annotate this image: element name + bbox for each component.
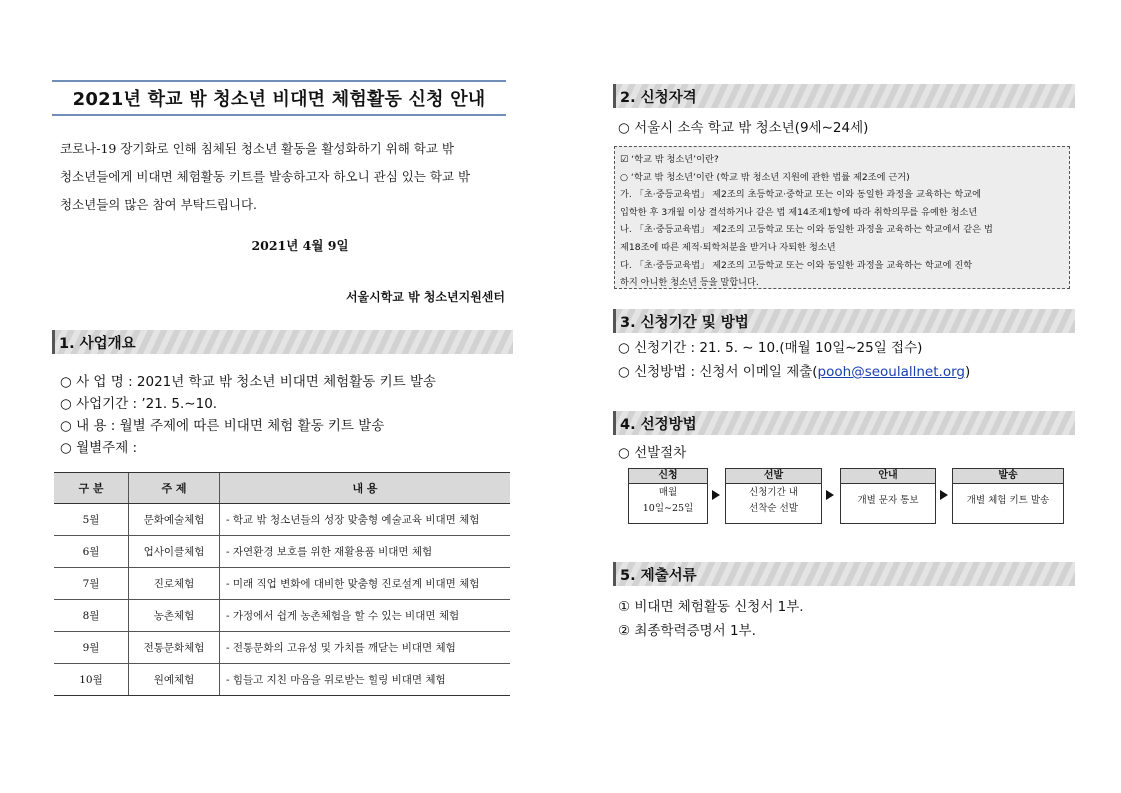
arrow-right-icon xyxy=(940,490,948,500)
cell-month: 7월 xyxy=(54,568,129,600)
application-period: ○ 신청기간 : 21. 5. ∼ 10.(매월 10일∼25일 접수) xyxy=(618,340,923,356)
table-row xyxy=(54,536,510,568)
section-2-header xyxy=(613,84,1075,108)
step-title: 신청 xyxy=(629,469,707,484)
definition-box xyxy=(614,146,1070,289)
step-body-line: 매월 xyxy=(658,487,678,498)
intro-paragraph xyxy=(60,135,510,219)
cell-content: - 가정에서 쉽게 농촌체험을 할 수 있는 비대면 체험 xyxy=(220,600,511,632)
cell-month: 9월 xyxy=(54,632,129,664)
intro-line: 청소년들에게 비대면 체험활동 키트를 발송하고자 하오니 관심 있는 학교 밖 xyxy=(60,169,471,184)
cell-topic: 전통문화체험 xyxy=(129,632,220,664)
section-2-title: 2. 신청자격 xyxy=(620,89,697,106)
section-1-title: 1. 사업개요 xyxy=(59,335,136,352)
section-5-title: 5. 제출서류 xyxy=(620,567,697,584)
step-body-line: 신청기간 내 xyxy=(749,487,798,498)
cell-topic: 진로체험 xyxy=(129,568,220,600)
definition-line: 하지 아니한 청소년 등을 말합니다. xyxy=(620,277,759,289)
flow-step-select xyxy=(725,468,822,524)
definition-line: 다. 「초·중등교육법」 제2조의 고등학교 또는 이와 동일한 과정을 교육하는 학교에 진학 xyxy=(620,259,973,271)
monthly-topic-table xyxy=(54,472,510,696)
col-header-topic: 주 제 xyxy=(129,473,220,504)
project-period: ○ 사업기간 : ’21. 5.∼10. xyxy=(60,396,218,412)
section-3-title: 3. 신청기간 및 방법 xyxy=(620,314,749,331)
definition-line: 가. 「초·중등교육법」 제2조의 초등학교·중학교 또는 이와 동일한 과정을 교육하는 학교에 xyxy=(620,189,982,201)
arrow-right-icon xyxy=(826,490,834,500)
cell-content: - 학교 밖 청소년들의 성장 맞춤형 예술교육 비대면 체험 xyxy=(220,504,511,536)
table-row xyxy=(54,632,510,664)
cell-content: - 전통문화의 고유성 및 가치를 깨닫는 비대면 체험 xyxy=(220,632,511,664)
document-title xyxy=(52,80,506,116)
intro-line: 코로나-19 장기화로 인해 침체된 청소년 활동을 활성화하기 위해 학교 밖 xyxy=(60,141,454,156)
table-header-row xyxy=(54,473,510,504)
definition-heading: ☑ ‘학교 밖 청소년’이란? xyxy=(620,154,719,165)
definition-line: 나. 「초·중등교육법」 제2조의 고등학교 또는 이와 동일한 과정을 교육하는 학교에서 같은 법 xyxy=(620,224,993,236)
col-header-content: 내 용 xyxy=(220,473,511,504)
cell-topic: 원예체험 xyxy=(129,664,220,696)
definition-line: 입학한 후 3개월 이상 결석하거나 같은 법 제14조제1항에 따라 취학의무를 유예한 청소년 xyxy=(620,206,978,218)
cell-content: - 힘들고 지친 마음을 위로받는 힐링 비대면 체험 xyxy=(220,664,511,696)
eligibility-item: ○ 서울시 소속 학교 밖 청소년(9세∼24세) xyxy=(618,120,869,136)
section-1-items xyxy=(60,371,436,459)
document-item: ① 비대면 체험활동 신청서 1부. xyxy=(618,599,804,615)
section-3-header xyxy=(613,309,1075,333)
email-link[interactable]: pooh@seoulallnet.org xyxy=(817,364,965,380)
cell-topic: 농촌체험 xyxy=(129,600,220,632)
application-method xyxy=(618,361,970,383)
organization-name: 서울시학교 밖 청소년지원센터 xyxy=(345,290,505,304)
method-suffix: ) xyxy=(964,364,971,380)
flow-step-apply xyxy=(628,468,708,524)
cell-month: 10월 xyxy=(54,664,129,696)
title-text: 2021년 학교 밖 청소년 비대면 체험활동 신청 안내 xyxy=(72,89,486,110)
document-item: ② 최종학력증명서 1부. xyxy=(618,623,756,639)
flow-step-ship xyxy=(952,468,1064,524)
table-row xyxy=(54,600,510,632)
table-row xyxy=(54,504,510,536)
cell-content: - 자연환경 보호를 위한 재활용품 비대면 체험 xyxy=(220,536,511,568)
project-name: ○ 사 업 명 : 2021년 학교 밖 청소년 비대면 체험활동 키트 발송 xyxy=(60,374,437,390)
table-row xyxy=(54,664,510,696)
definition-line: ○ ‘학교 밖 청소년’이란 (학교 밖 청소년 지원에 관한 법률 제2조에 근거) xyxy=(620,171,910,183)
step-body-line: 개별 문자 통보 xyxy=(857,495,919,506)
step-body-line: 선착순 선발 xyxy=(749,503,798,514)
table-row xyxy=(54,568,510,600)
definition-line: 제18조에 따른 제적·퇴학처분을 받거나 자퇴한 청소년 xyxy=(620,241,836,253)
cell-month: 6월 xyxy=(54,536,129,568)
cell-content: - 미래 직업 변화에 대비한 맞춤형 진로설계 비대면 체험 xyxy=(220,568,511,600)
method-prefix: ○ 신청방법 : 신청서 이메일 제출( xyxy=(618,364,818,380)
issue-date: 2021년 4월 9일 xyxy=(251,238,349,253)
step-body-line: 10일∼25일 xyxy=(642,503,694,514)
step-title: 선발 xyxy=(726,469,821,484)
step-title: 안내 xyxy=(841,469,935,484)
cell-month: 8월 xyxy=(54,600,129,632)
section-4-title: 4. 선정방법 xyxy=(620,416,697,433)
section-1-header xyxy=(52,330,513,354)
monthly-topic-label: ○ 월별주제 : xyxy=(60,440,138,456)
col-header-month: 구 분 xyxy=(54,473,129,504)
step-body-line: 개별 체험 키트 발송 xyxy=(966,495,1050,506)
section-5-header xyxy=(613,562,1075,586)
selection-procedure-label: ○ 선발절차 xyxy=(618,445,687,461)
section-4-header xyxy=(613,411,1075,435)
cell-topic: 문화예술체험 xyxy=(129,504,220,536)
flow-step-notify xyxy=(840,468,936,524)
cell-topic: 업사이클체험 xyxy=(129,536,220,568)
arrow-right-icon xyxy=(712,490,720,500)
project-content: ○ 내 용 : 월별 주제에 따른 비대면 체험 활동 키트 발송 xyxy=(60,418,385,434)
intro-line: 청소년들의 많은 참여 부탁드립니다. xyxy=(60,197,258,212)
step-title: 발송 xyxy=(953,469,1063,484)
cell-month: 5월 xyxy=(54,504,129,536)
